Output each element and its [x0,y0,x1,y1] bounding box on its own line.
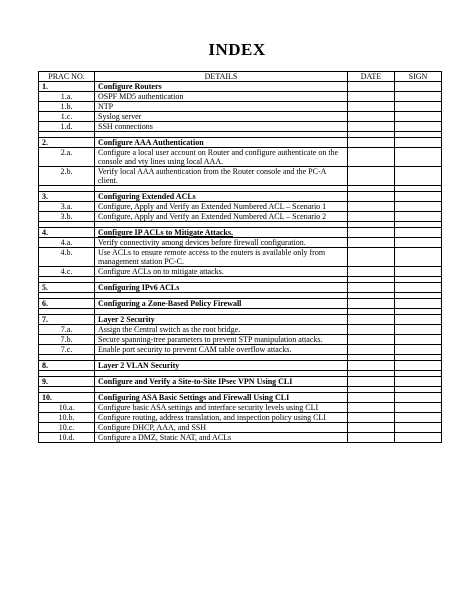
item-row [39,345,442,355]
prac-no-cell: 1.c. [39,112,95,122]
prac-no-cell: 10.b. [39,413,95,423]
section-row [39,361,442,371]
details-cell: SSH connections [95,122,348,132]
prac-no-cell: 9. [39,377,95,387]
prac-no-cell: 3.b. [39,212,95,222]
date-cell [348,202,395,212]
date-cell [348,283,395,293]
item-row [39,102,442,112]
sign-cell [395,413,442,423]
date-cell [348,361,395,371]
item-row [39,122,442,132]
date-cell [348,167,395,186]
prac-no-cell: 4. [39,228,95,238]
sign-cell [395,238,442,248]
sign-cell [395,361,442,371]
sign-cell [395,433,442,443]
prac-no-cell: 10.a. [39,403,95,413]
details-cell: Assign the Central switch as the root bridge. [95,325,348,335]
prac-no-cell: 2. [39,138,95,148]
page-title: INDEX [208,40,266,59]
sign-cell [395,335,442,345]
sign-cell [395,228,442,238]
details-cell: Use ACLs to ensure remote access to the routers is available only from management station PC-C. [95,248,348,267]
item-row [39,202,442,212]
details-cell: Verify connectivity among devices before firewall configuration. [95,238,348,248]
item-row [39,335,442,345]
prac-no-cell: 10. [39,393,95,403]
header-row [39,72,442,82]
date-cell [348,122,395,132]
date-cell [348,192,395,202]
date-cell [348,413,395,423]
sign-cell [395,377,442,387]
item-row [39,423,442,433]
prac-no-cell: 2.a. [39,148,95,167]
date-cell [348,92,395,102]
date-cell [348,112,395,122]
sign-cell [395,345,442,355]
date-cell [348,102,395,112]
date-cell [348,148,395,167]
date-cell [348,82,395,92]
prac-no-cell: 3.a. [39,202,95,212]
prac-no-cell: 1.a. [39,92,95,102]
date-cell [348,212,395,222]
section-title-cell: Configuring ASA Basic Settings and Firewall Using CLI [95,393,348,403]
sign-cell [395,202,442,212]
date-cell [348,138,395,148]
sign-cell [395,267,442,277]
section-row [39,192,442,202]
date-cell [348,299,395,309]
prac-no-cell: 7.b. [39,335,95,345]
prac-no-cell: 10.d. [39,433,95,443]
item-row [39,325,442,335]
section-title-cell: Configuring Extended ACLs [95,192,348,202]
section-title-cell: Configure AAA Authentication [95,138,348,148]
index-table [38,71,442,443]
item-row [39,92,442,102]
sign-cell [395,403,442,413]
item-row [39,413,442,423]
section-row [39,228,442,238]
date-cell [348,248,395,267]
sign-cell [395,212,442,222]
section-title-cell: Configuring a Zone-Based Policy Firewall [95,299,348,309]
item-row [39,267,442,277]
sign-cell [395,283,442,293]
section-title-cell: Configure Routers [95,82,348,92]
section-row [39,82,442,92]
sign-cell [395,167,442,186]
prac-no-cell: 3. [39,192,95,202]
item-row [39,167,442,186]
details-cell: Enable port security to prevent CAM table overflow attacks. [95,345,348,355]
table-body [39,82,442,443]
details-cell: Verify local AAA authentication from the Router console and the PC-A client. [95,167,348,186]
prac-no-cell: 10.c. [39,423,95,433]
details-cell: Configure, Apply and Verify an Extended Numbered ACL – Scenario 2 [95,212,348,222]
prac-no-cell: 6. [39,299,95,309]
section-title-cell: Layer 2 Security [95,315,348,325]
section-row [39,377,442,387]
sign-cell [395,148,442,167]
sign-cell [395,248,442,267]
details-cell: NTP [95,102,348,112]
date-cell [348,228,395,238]
prac-no-cell: 8. [39,361,95,371]
section-title-cell: Configure and Verify a Site-to-Site IPsec VPN Using CLI [95,377,348,387]
prac-no-cell: 5. [39,283,95,293]
prac-no-cell: 1.b. [39,102,95,112]
section-title-cell: Configuring IPv6 ACLs [95,283,348,293]
section-row [39,315,442,325]
prac-no-cell: 1.d. [39,122,95,132]
prac-no-cell: 7.a. [39,325,95,335]
item-row [39,403,442,413]
section-row [39,283,442,293]
item-row [39,148,442,167]
sign-cell [395,192,442,202]
item-row [39,112,442,122]
date-cell [348,393,395,403]
date-cell [348,377,395,387]
date-cell [348,238,395,248]
date-cell [348,423,395,433]
sign-cell [395,138,442,148]
prac-no-cell: 7. [39,315,95,325]
section-title-cell: Configure IP ACLs to Mitigate Attacks. [95,228,348,238]
date-cell [348,345,395,355]
sign-cell [395,92,442,102]
section-row [39,138,442,148]
sign-header: SIGN [395,72,442,82]
item-row [39,238,442,248]
sign-cell [395,299,442,309]
details-cell: OSPF MD5 authentication [95,92,348,102]
sign-cell [395,315,442,325]
prac-no-cell: 4.b. [39,248,95,267]
sign-cell [395,325,442,335]
details-cell: Configure ACLs on to mitigate attacks. [95,267,348,277]
date-cell [348,267,395,277]
item-row [39,433,442,443]
item-row [39,248,442,267]
sign-cell [395,102,442,112]
sign-cell [395,393,442,403]
prac-no-cell: 4.c. [39,267,95,277]
section-title-cell: Layer 2 VLAN Security [95,361,348,371]
details-cell: Configure routing, address translation, and inspection policy using CLI [95,413,348,423]
date-cell [348,433,395,443]
prac-no-header: PRAC NO. [39,72,95,82]
details-header: DETAILS [95,72,348,82]
item-row [39,212,442,222]
date-cell [348,403,395,413]
date-cell [348,335,395,345]
sign-cell [395,112,442,122]
details-cell: Configure a local user account on Router and configure authenticate on the console and vty lines using local AAA. [95,148,348,167]
date-cell [348,325,395,335]
details-cell: Configure a DMZ, Static NAT, and ACLs [95,433,348,443]
date-header: DATE [348,72,395,82]
details-cell: Secure spanning-tree parameters to prevent STP manipulation attacks. [95,335,348,345]
prac-no-cell: 2.b. [39,167,95,186]
details-cell: Configure basic ASA settings and interface security levels using CLI [95,403,348,413]
details-cell: Configure, Apply and Verify an Extended Numbered ACL – Scenario 1 [95,202,348,212]
sign-cell [395,423,442,433]
prac-no-cell: 4.a. [39,238,95,248]
sign-cell [395,82,442,92]
table-header [39,72,442,82]
prac-no-cell: 7.c. [39,345,95,355]
prac-no-cell: 1. [39,82,95,92]
sign-cell [395,122,442,132]
details-cell: Configure DHCP, AAA, and SSH [95,423,348,433]
details-cell: Syslog server [95,112,348,122]
date-cell [348,315,395,325]
section-row [39,299,442,309]
section-row [39,393,442,403]
